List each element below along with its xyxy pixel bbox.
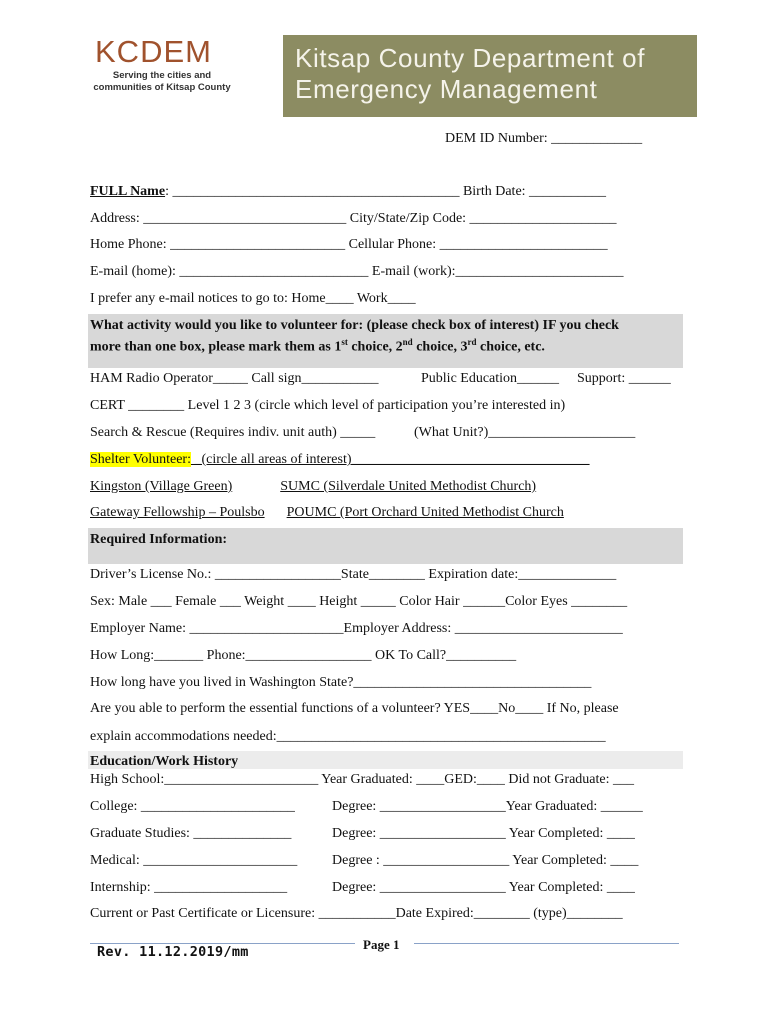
accommodations-row[interactable]: explain accommodations needed:_______________________________________________: [90, 729, 606, 744]
required-info-heading: Required Information:: [90, 532, 228, 547]
cert-row[interactable]: CERT ________ Level 1 2 3 (circle which level of participation you’re interested in): [90, 398, 566, 413]
drivers-license-row[interactable]: Driver’s License No.: __________________State________ Expiration date:______________: [90, 567, 617, 582]
logo-tagline: [91, 70, 233, 94]
high-school-row[interactable]: High School:______________________ Year Graduated: ____GED:____ Did not Graduate: ___: [90, 772, 634, 787]
essential-functions-row[interactable]: Are you able to perform the essential functions of a volunteer? YES____No____ If No, please: [90, 701, 619, 716]
shelter-poumc[interactable]: POUMC (Port Orchard United Methodist Church: [286, 505, 564, 520]
footer-rule-right: [414, 943, 679, 944]
graduate-studies-field[interactable]: Graduate Studies: ______________: [90, 826, 292, 841]
department-banner: [283, 35, 697, 117]
internship-field[interactable]: Internship: ___________________: [90, 880, 288, 895]
activity-question-line-1: What activity would you like to volunteer for: (please check box of interest) IF you check: [90, 318, 619, 333]
banner-line-1: Kitsap County Department of: [295, 43, 646, 73]
employer-row[interactable]: Employer Name: ______________________Employer Address: ________________________: [90, 621, 623, 636]
activity-question-part-b: choice, 2: [347, 339, 403, 355]
search-rescue-field[interactable]: Search & Rescue (Requires indiv. unit auth) _____: [90, 425, 376, 440]
shelter-sumc[interactable]: SUMC (Silverdale United Methodist Church): [280, 479, 537, 494]
dem-id-field[interactable]: DEM ID Number: _____________: [445, 131, 643, 146]
activity-question-line-2: [90, 334, 545, 356]
full-name-and-birth-date-field[interactable]: : _________________________________________ Birth Date: ___________: [165, 184, 607, 199]
address-row[interactable]: Address: _____________________________ City/State/Zip Code: _____________________: [90, 211, 617, 226]
employment-length-row[interactable]: How Long:_______ Phone:__________________ OK To Call?__________: [90, 648, 517, 663]
page-number: Page 1: [363, 937, 400, 952]
shelter-volunteer-row[interactable]: [90, 451, 590, 468]
sup-third: rd: [467, 337, 477, 347]
activity-question-part-c: choice, 3: [412, 339, 468, 355]
college-field[interactable]: College: ______________________: [90, 799, 295, 814]
logo-tagline-line-2: communities of Kitsap County: [93, 82, 231, 93]
medical-degree-field[interactable]: Degree : __________________ Year Completed: ____: [332, 853, 639, 868]
support-field[interactable]: Support: ______: [577, 371, 671, 386]
kcdem-logo: [95, 36, 235, 94]
certificate-row[interactable]: Current or Past Certificate or Licensure: ___________Date Expired:________ (type)________: [90, 906, 623, 921]
shelter-volunteer-instruction: _(circle all areas of interest)__________________________________: [190, 452, 590, 467]
logo-wordmark: KCDEM: [95, 34, 212, 69]
revision-label: Rev. 11.12.2019/mm: [97, 944, 249, 960]
shelter-row-1: [90, 478, 661, 495]
education-heading: Education/Work History: [90, 754, 239, 769]
email-preference-row[interactable]: I prefer any e-mail notices to go to: Home____ Work____: [90, 291, 416, 306]
ham-radio-field[interactable]: HAM Radio Operator_____ Call sign___________: [90, 371, 379, 386]
banner-line-2: Emergency Management: [295, 74, 598, 104]
public-education-field[interactable]: Public Education______: [421, 371, 560, 386]
search-rescue-unit-field[interactable]: (What Unit?)_____________________: [414, 425, 636, 440]
shelter-volunteer-label: Shelter Volunteer:: [90, 452, 191, 467]
graduate-degree-field[interactable]: Degree: __________________ Year Completed: ____: [332, 826, 635, 841]
activity-question-part-a: more than one box, please mark them as 1: [90, 339, 342, 355]
logo-tagline-line-1: Serving the cities and: [112, 70, 212, 81]
medical-field[interactable]: Medical: ______________________: [90, 853, 298, 868]
shelter-kingston[interactable]: Kingston (Village Green): [90, 479, 233, 494]
full-name-label: FULL Name: [90, 184, 166, 199]
email-row[interactable]: E-mail (home): ___________________________ E-mail (work):________________________: [90, 264, 624, 279]
shelter-gateway[interactable]: Gateway Fellowship – Poulsbo: [90, 505, 265, 520]
activity-question-part-d: choice, etc.: [476, 339, 545, 355]
college-degree-field[interactable]: Degree: __________________Year Graduated: ______: [332, 799, 643, 814]
phone-row[interactable]: Home Phone: _________________________ Cellular Phone: ________________________: [90, 237, 608, 252]
washington-residency-row[interactable]: How long have you lived in Washington State?__________________________________: [90, 675, 592, 690]
sup-first: st: [341, 337, 348, 347]
physical-description-row[interactable]: Sex: Male ___ Female ___ Weight ____ Height _____ Color Hair ______Color Eyes ________: [90, 594, 628, 609]
sup-second: nd: [402, 337, 413, 347]
full-name-row[interactable]: [90, 183, 606, 200]
internship-degree-field[interactable]: Degree: __________________ Year Completed: ____: [332, 880, 635, 895]
shelter-row-2: [90, 504, 672, 521]
